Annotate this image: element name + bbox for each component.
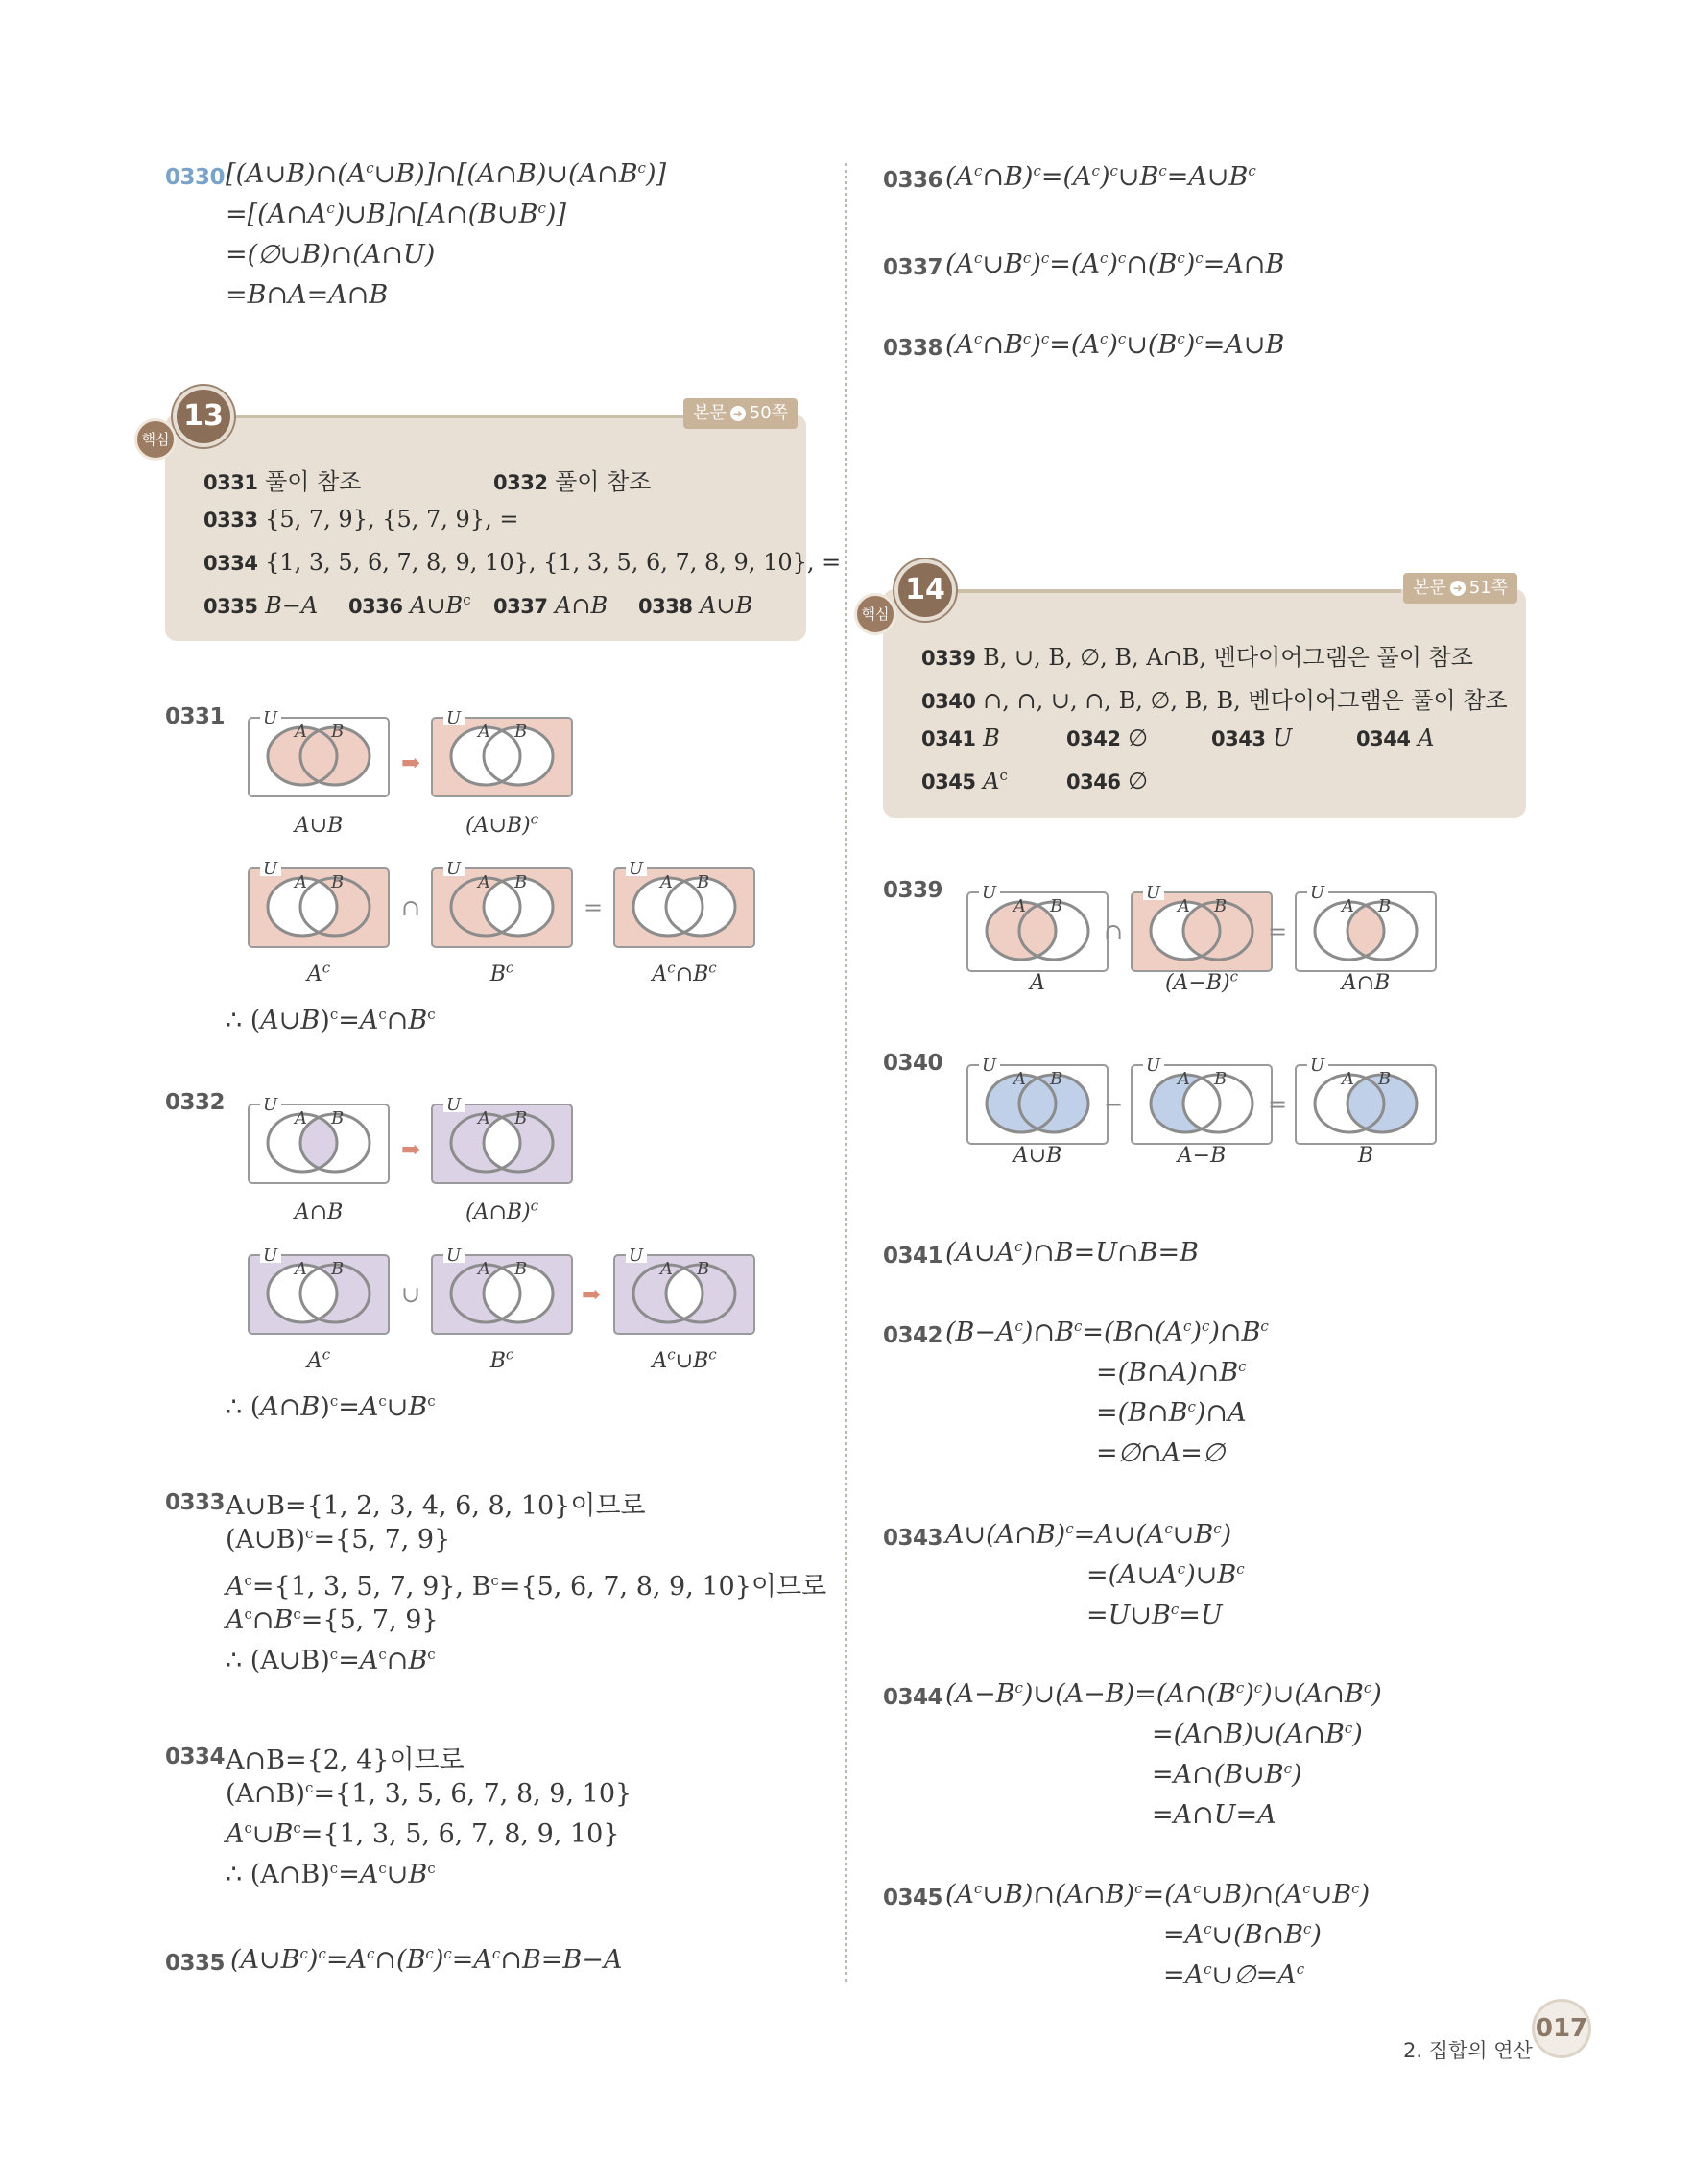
venn-diagram: [612, 1247, 756, 1340]
answer-row: 0342 ∅: [1066, 724, 1148, 751]
venn-diagram: [966, 885, 1109, 977]
answer-row: 0346 ∅: [1066, 768, 1148, 795]
venn-label-u: U: [1310, 1057, 1325, 1076]
venn-label-a: A: [1178, 1069, 1190, 1089]
venn-label-a: A: [295, 1259, 307, 1279]
venn-label-a: A: [478, 722, 490, 742]
problem-number-0338: 0338: [883, 336, 943, 361]
answer-row: 0332 풀이 참조: [493, 468, 652, 495]
venn-diagram: [966, 1057, 1109, 1150]
venn-label-u: U: [446, 861, 462, 879]
problem-number-0343: 0343: [883, 1526, 943, 1551]
venn-label-b: B: [1050, 1069, 1063, 1089]
page-number: 017: [1532, 1999, 1591, 2058]
venn-label-u: U: [1310, 885, 1325, 903]
operator: −: [1104, 1091, 1124, 1118]
diagram-caption: $B^c$: [489, 959, 514, 986]
equation-line: $(A^c\cup B)\cap(A\cap B)^c=(A^c\cup B)\cap(A^c\cup B^c)$: [945, 1880, 1371, 1910]
venn-label-b: B: [331, 872, 345, 892]
venn-label-a: A: [1342, 896, 1354, 916]
equation-line: $A^c\cup B^c=\{1$, 3, 5, 6, 7, 8, 9, 10}: [226, 1819, 620, 1849]
operator: =: [1268, 1091, 1288, 1118]
operator: ∩: [401, 894, 421, 921]
equation-line: =A∩U=A: [1152, 1800, 1276, 1830]
problem-number-0333: 0333: [165, 1490, 226, 1515]
venn-label-a: A: [660, 872, 673, 892]
venn-diagram: [430, 1247, 574, 1340]
venn-label-b: B: [1214, 1069, 1228, 1089]
venn-diagram: [247, 861, 391, 953]
diagram-caption: (A∩B)$^c$: [465, 1197, 539, 1224]
venn-label-b: B: [1378, 896, 1392, 916]
equation-line: =(∅∪B)∩(A∩U): [226, 240, 436, 270]
venn-label-b: B: [1378, 1069, 1392, 1089]
column-divider: [845, 163, 847, 1982]
conclusion: ∴ $(A\cap B)^c=A^c\cup B^c$: [226, 1392, 436, 1422]
equation-line: A∪B={1, 2, 3, 4, 6, 8, 10}이므로: [226, 1491, 646, 1521]
diagram-caption: (A∪B)$^c$: [465, 810, 539, 838]
diagram-caption: $A^c\cup B^c$: [652, 1345, 717, 1373]
venn-label-u: U: [263, 1247, 278, 1266]
textbook-reference: 본문 ➜ 51쪽: [1403, 573, 1517, 604]
problem-number-0339: 0339: [883, 878, 943, 903]
venn-label-u: U: [446, 1247, 462, 1266]
equation-line: $=[(A\cap A^c)\cup B]\cap[A\cap(B\cup B^c)]$: [226, 200, 566, 229]
answer-row: 0343 U: [1211, 724, 1293, 751]
venn-label-a: A: [295, 722, 307, 742]
venn-label-b: B: [514, 722, 528, 742]
section-badge-14: 14: [894, 559, 956, 621]
venn-label-a: A: [295, 872, 307, 892]
venn-label-b: B: [514, 872, 528, 892]
operator: ∩: [1104, 918, 1124, 945]
operator: =: [1268, 918, 1288, 945]
venn-label-u: U: [629, 1247, 644, 1266]
diagram-caption: A∪B: [1013, 1144, 1062, 1168]
arrow-right-icon: ➜: [730, 406, 746, 421]
venn-label-b: B: [1214, 896, 1228, 916]
venn-label-a: A: [1178, 896, 1190, 916]
problem-number-0344: 0344: [883, 1685, 943, 1710]
core-label: 핵심: [854, 593, 896, 635]
venn-diagram: [430, 1097, 574, 1189]
equation-line: $=A^c\cup(B\cap B^c)$: [1163, 1920, 1322, 1950]
answer-row: 0339 B, ∪, B, ∅, B, A∩B, 벤다이어그램은 풀이 참조: [921, 644, 1473, 671]
diagram-caption: A∩B: [1341, 971, 1391, 995]
equation-line: $=(B\cap B^c)\cap A$: [1096, 1398, 1247, 1428]
problem-number-0337: 0337: [883, 255, 943, 280]
equation-line: $=A\cap(B\cup B^c)$: [1152, 1760, 1302, 1790]
answer-row: 0334 {1, 3, 5, 6, 7, 8, 9, 10}, {1, 3, 5, 6, 7, 8, 9, 10}, =: [203, 549, 842, 576]
venn-label-b: B: [331, 1108, 345, 1128]
venn-label-u: U: [263, 861, 278, 879]
problem-number-0336: 0336: [883, 168, 943, 193]
venn-label-a: A: [295, 1108, 307, 1128]
answer-row: 0338 A∪B: [638, 592, 753, 619]
venn-diagram: [247, 1097, 391, 1189]
equation-line: $(A\cup A^c)\cap B=U\cap B=B$: [945, 1238, 1199, 1268]
equation-line: $A^c\cap B^c=\{5$, 7, 9}: [226, 1605, 439, 1635]
diagram-caption: A: [1030, 971, 1045, 995]
venn-label-u: U: [446, 710, 462, 728]
venn-label-u: U: [982, 885, 997, 903]
venn-label-b: B: [514, 1108, 528, 1128]
venn-label-a: A: [1013, 896, 1026, 916]
problem-number-0335: 0335: [165, 1951, 226, 1976]
venn-label-u: U: [982, 1057, 997, 1076]
equation-line: $=U\cup B^c=U$: [1086, 1601, 1223, 1630]
venn-label-a: A: [478, 1259, 490, 1279]
diagram-caption: $A^c$: [306, 959, 331, 986]
diagram-caption: $B^c$: [489, 1345, 514, 1373]
venn-diagram: [612, 861, 756, 953]
venn-diagram: [430, 861, 574, 953]
operator: ∪: [401, 1281, 421, 1308]
equation-line: $A\cup(A\cap B)^c=A\cup(A^c\cup B^c)$: [945, 1520, 1232, 1550]
problem-number-0340: 0340: [883, 1051, 943, 1076]
venn-label-b: B: [697, 1259, 710, 1279]
arrow-right-icon: ➡: [401, 749, 421, 776]
arrow-right-icon: ➡: [582, 1281, 602, 1308]
diagram-caption: $A^c$: [306, 1345, 331, 1373]
venn-label-b: B: [697, 872, 710, 892]
textbook-reference: 본문 ➜ 50쪽: [683, 398, 798, 429]
diagram-caption: $A^c\cap B^c$: [652, 959, 717, 986]
venn-diagram: [430, 710, 574, 802]
venn-label-a: A: [1342, 1069, 1354, 1089]
problem-number-0332: 0332: [165, 1090, 226, 1115]
venn-label-a: A: [478, 872, 490, 892]
venn-diagram: [1294, 885, 1438, 977]
answer-row: 0340 ∩, ∩, ∪, ∩, B, ∅, B, B, 벤다이어그램은 풀이 참조: [921, 687, 1508, 714]
venn-label-u: U: [263, 1097, 278, 1115]
problem-number-0342: 0342: [883, 1323, 943, 1348]
answer-row: 0335 B−A: [203, 592, 319, 619]
equation-line: ∴ $(A\cap B)^c=A^c\cup B^c$: [226, 1860, 436, 1889]
diagram-caption: $(A-B)^c$: [1164, 967, 1239, 995]
equation-line: =B∩A=A∩B: [226, 280, 389, 310]
diagram-caption: A∪B: [294, 814, 344, 838]
venn-label-a: A: [478, 1108, 490, 1128]
answer-row: 0331 풀이 참조: [203, 468, 362, 495]
equation-line: $(A^c\cap B)^c=(A^c)^c\cup B^c=A\cup B^c$: [945, 162, 1256, 192]
venn-label-u: U: [263, 710, 278, 728]
problem-number-0334: 0334: [165, 1745, 226, 1769]
equation-line: $(A^c\cup B^c)^c=(A^c)^c\cap(B^c)^c=A\cap B$: [945, 249, 1285, 279]
venn-diagram: [1130, 885, 1274, 977]
answer-row: 0345 $A^c$: [921, 767, 1008, 795]
venn-label-a: A: [1013, 1069, 1026, 1089]
equation-line: A∩B={2, 4}이므로: [226, 1745, 465, 1775]
venn-label-b: B: [331, 1259, 345, 1279]
venn-label-u: U: [629, 861, 644, 879]
diagram-caption: A−B: [1177, 1144, 1227, 1168]
equation-line: $=A^c\cup\emptyset=A^c$: [1163, 1960, 1305, 1990]
venn-label-u: U: [446, 1097, 462, 1115]
equation-line: $(A\cup B^c)^c=A^c\cap(B^c)^c=A^c\cap B=B-A$: [230, 1945, 623, 1975]
answer-row: 0333 {5, 7, 9}, {5, 7, 9}, =: [203, 506, 519, 533]
equation-line: $(A^c\cap B^c)^c=(A^c)^c\cup(B^c)^c=A\cup B$: [945, 330, 1285, 360]
problem-number-0341: 0341: [883, 1244, 943, 1269]
operator: =: [584, 894, 604, 921]
venn-diagram: [1130, 1057, 1274, 1150]
problem-number-0331: 0331: [165, 704, 226, 729]
equation-line: $[(A\cup B)\cap(A^c\cup B)]\cap[(A\cap B)\cup(A\cap B^c)]$: [226, 159, 667, 189]
chapter-title: 2. 집합의 연산: [1403, 2039, 1533, 2062]
equation-line: $=(A\cup A^c)\cup B^c$: [1086, 1560, 1245, 1590]
section-badge-13: 13: [173, 386, 234, 447]
venn-diagram: [247, 710, 391, 802]
arrow-right-icon: ➜: [1450, 581, 1466, 596]
arrow-right-icon: ➡: [401, 1136, 421, 1163]
equation-line: $A^c=\{1$, 3, 5, 7, 9}, $B^c=\{5$, 6, 7, 8, 9, 10}이므로: [226, 1572, 827, 1602]
equation-line: ∴ $(A\cup B)^c=A^c\cap B^c$: [226, 1646, 436, 1675]
equation-line: $(B-A^c)\cap B^c=(B\cap(A^c)^c)\cap B^c$: [945, 1318, 1269, 1347]
core-label: 핵심: [134, 418, 177, 461]
answer-row: 0344 A: [1356, 724, 1435, 751]
equation-line: (A∪B)$^c$={5, 7, 9}: [226, 1525, 451, 1555]
answer-row: 0336 $A\cup B^c$: [348, 591, 471, 619]
venn-label-a: A: [660, 1259, 673, 1279]
equation-line: (A∩B)$^c$={1, 3, 5, 6, 7, 8, 9, 10}: [226, 1779, 632, 1809]
equation-line: $(A-B^c)\cup(A-B)=(A\cap(B^c)^c)\cup(A\cap B^c)$: [945, 1679, 1382, 1709]
equation-line: =∅∩A=∅: [1096, 1438, 1226, 1468]
answer-row: 0337 A∩B: [493, 592, 608, 619]
venn-label-u: U: [1146, 885, 1161, 903]
venn-label-b: B: [1050, 896, 1063, 916]
venn-diagram: [247, 1247, 391, 1340]
conclusion: ∴ $(A\cup B)^c=A^c\cap B^c$: [226, 1006, 436, 1035]
problem-number-0345: 0345: [883, 1886, 943, 1911]
diagram-caption: B: [1357, 1144, 1374, 1168]
venn-diagram: [1294, 1057, 1438, 1150]
venn-label-b: B: [514, 1259, 528, 1279]
equation-line: $=(B\cap A)\cap B^c$: [1096, 1358, 1247, 1388]
problem-number-0330: 0330: [165, 165, 226, 190]
diagram-caption: A∩B: [294, 1200, 344, 1224]
answer-row: 0341 B: [921, 724, 1000, 751]
venn-label-b: B: [331, 722, 345, 742]
equation-line: $=(A\cap B)\cup(A\cap B^c)$: [1152, 1720, 1363, 1749]
venn-label-u: U: [1146, 1057, 1161, 1076]
